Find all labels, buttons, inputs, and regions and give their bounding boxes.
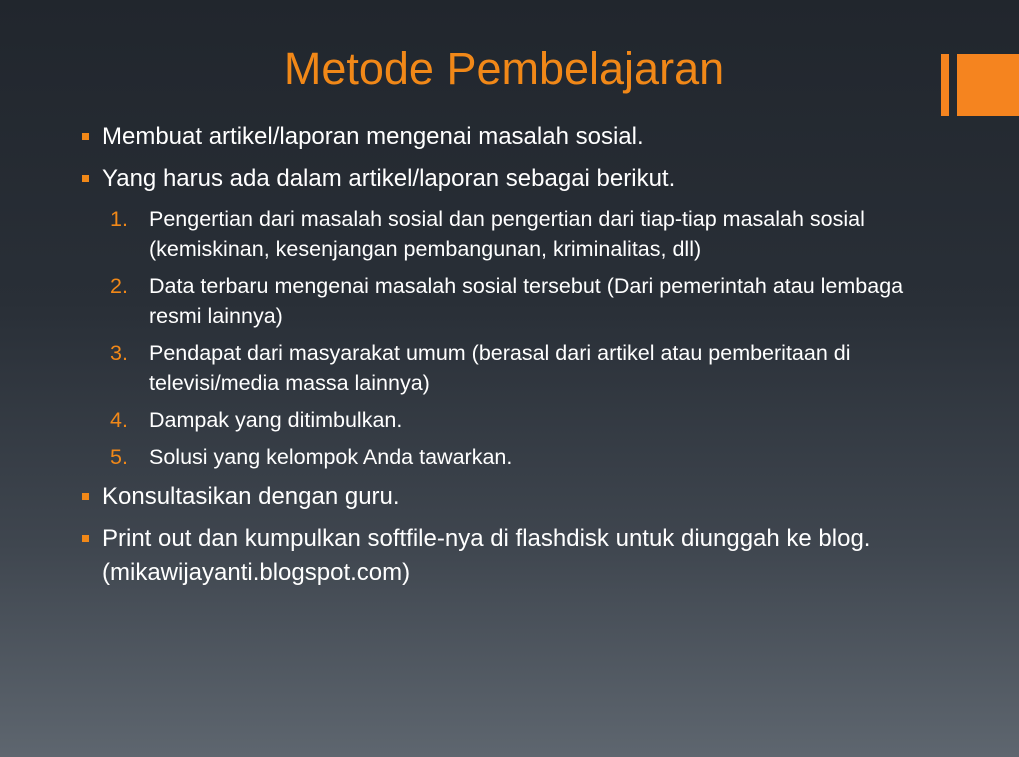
numbered-item xyxy=(110,271,920,331)
bullet-text: Konsultasikan dengan guru. xyxy=(102,483,400,510)
bullet-item xyxy=(80,120,920,154)
numbered-list xyxy=(110,204,920,472)
numbered-item xyxy=(110,338,920,398)
item-number: 1. xyxy=(110,207,128,231)
bullet-item xyxy=(80,522,920,590)
bullet-text: Membuat artikel/laporan mengenai masalah sosial. xyxy=(102,123,644,150)
item-text: Pendapat dari masyarakat umum (berasal dari artikel atau pemberitaan di televisi/media massa lainnya) xyxy=(149,341,851,395)
item-number: 5. xyxy=(110,445,128,469)
bullet-text: Yang harus ada dalam artikel/laporan sebagai berikut. xyxy=(102,165,676,192)
bullet-item xyxy=(80,480,920,514)
item-number: 3. xyxy=(110,341,128,365)
bullet-text: Print out dan kumpulkan softfile-nya di flashdisk untuk diunggah ke blog. (mikawijayanti.blogspot.com) xyxy=(102,525,871,586)
square-bullet-icon xyxy=(82,133,89,140)
item-text: Solusi yang kelompok Anda tawarkan. xyxy=(149,445,513,469)
square-bullet-icon xyxy=(82,175,89,182)
slide-content xyxy=(80,120,920,598)
accent-bar-thin xyxy=(941,54,949,116)
numbered-item xyxy=(110,405,920,435)
numbered-item xyxy=(110,204,920,264)
square-bullet-icon xyxy=(82,493,89,500)
bullet-item xyxy=(80,162,920,196)
square-bullet-icon xyxy=(82,535,89,542)
item-text: Dampak yang ditimbulkan. xyxy=(149,408,403,432)
item-number: 2. xyxy=(110,274,128,298)
slide-title: Metode Pembelajaran xyxy=(283,43,725,94)
item-text: Pengertian dari masalah sosial dan pengertian dari tiap-tiap masalah sosial (kemiskinan, kesenjangan pembangunan, kriminalitas, dll) xyxy=(149,207,865,261)
item-number: 4. xyxy=(110,408,128,432)
accent-bar-thick xyxy=(957,54,1019,116)
numbered-item xyxy=(110,442,920,472)
item-text: Data terbaru mengenai masalah sosial tersebut (Dari pemerintah atau lembaga resmi lainnya) xyxy=(149,274,904,328)
